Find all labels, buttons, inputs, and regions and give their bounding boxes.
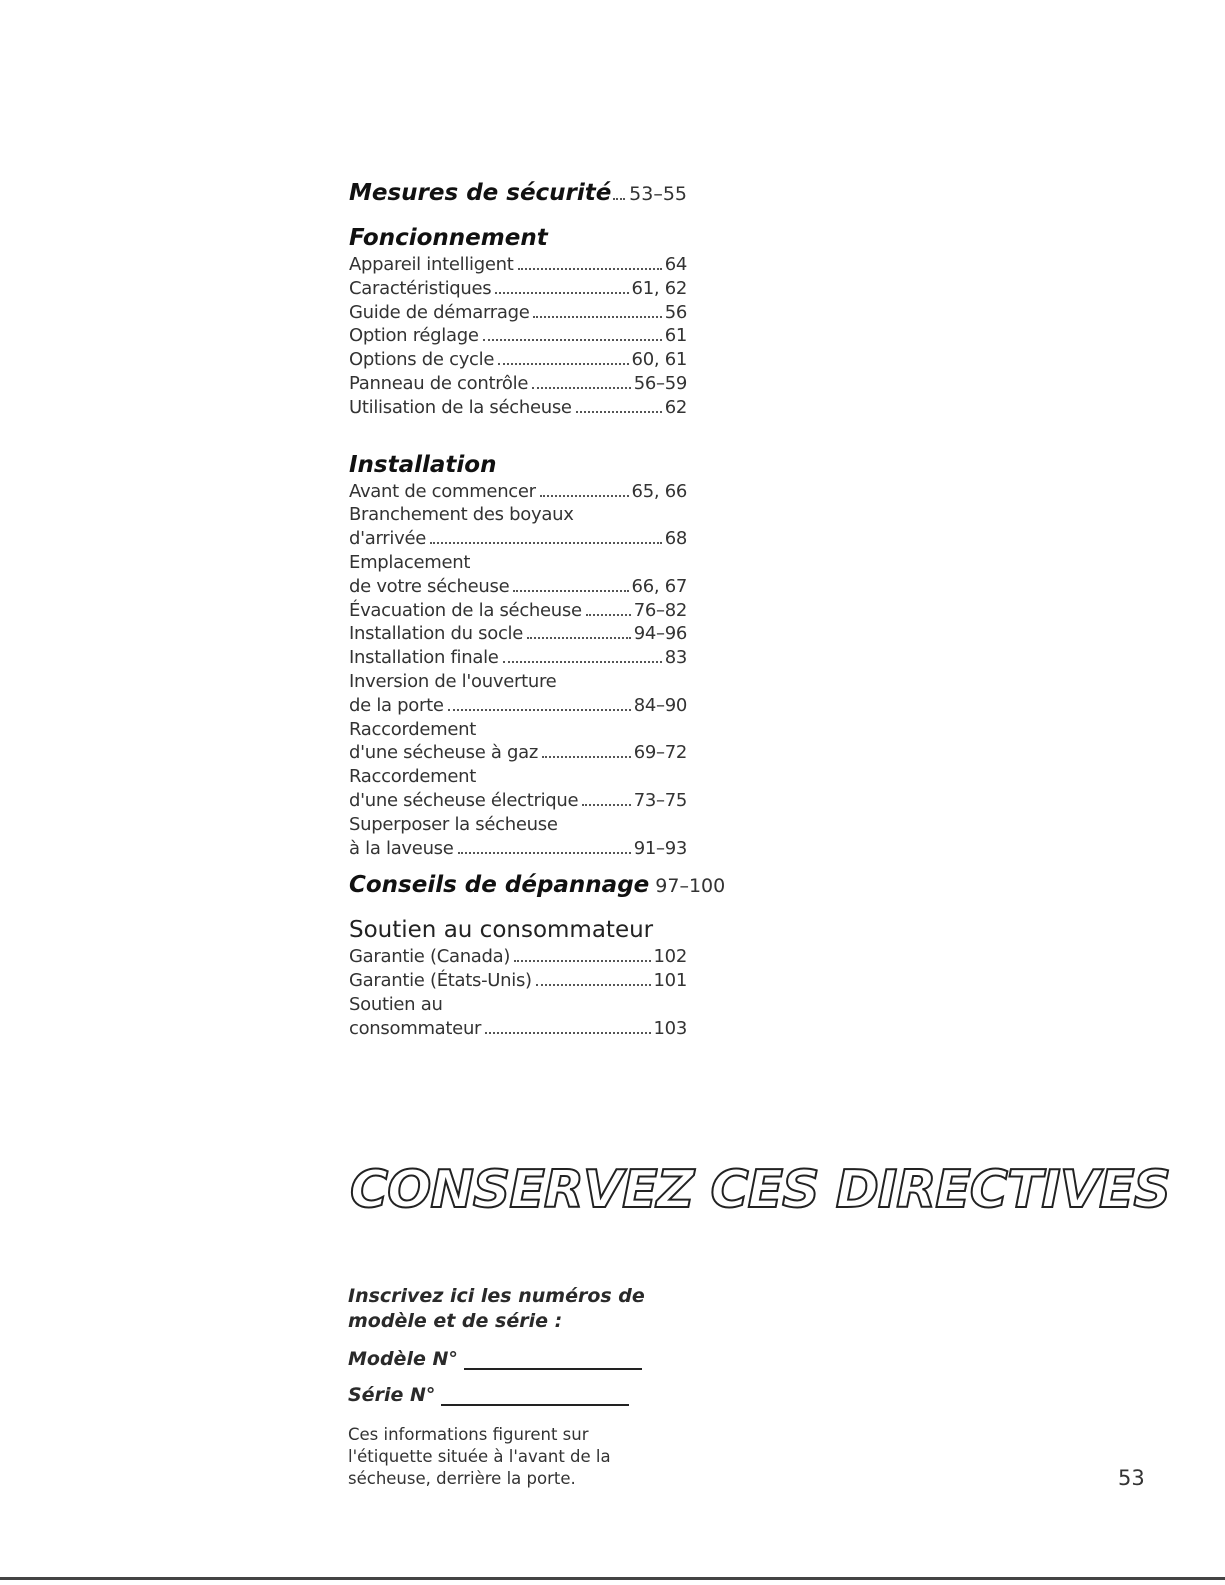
- entry-label: d'une sécheuse électrique: [349, 789, 579, 811]
- toc-entry[interactable]: [349, 646, 687, 670]
- dot-leader: [495, 292, 628, 294]
- model-number-blank[interactable]: [464, 1350, 642, 1370]
- page-ref: 69–72: [633, 742, 687, 764]
- entry-label-line: Superposer la sécheuse: [349, 813, 558, 835]
- record-intro: Inscrivez ici les numéros de modèle et de série :: [348, 1285, 645, 1332]
- page-ref: 60, 61: [631, 349, 687, 371]
- serial-number-label: Série N°: [348, 1384, 436, 1406]
- page-ref: 76–82: [633, 599, 687, 621]
- page-ref: 56–59: [633, 372, 687, 394]
- toc-entry[interactable]: [349, 945, 687, 969]
- entry-label: de la porte: [349, 694, 444, 716]
- entry-label: Options de cycle: [349, 349, 495, 371]
- dot-leader: [533, 316, 661, 318]
- page-ref: 56: [664, 301, 687, 323]
- dot-leader: [536, 984, 651, 986]
- page-ref: 53–55: [629, 183, 687, 205]
- toc-section-troubleshooting[interactable]: [349, 870, 726, 901]
- entry-label-line: Emplacement: [349, 551, 471, 573]
- page-ref: 103: [653, 1017, 687, 1039]
- bottom-rule: [0, 1577, 1225, 1580]
- dot-leader: [514, 960, 650, 962]
- serial-number-field[interactable]: [348, 1384, 648, 1406]
- dot-leader: [498, 363, 628, 365]
- entry-label: à la laveuse: [349, 837, 454, 859]
- toc-section-installation-title: Installation: [349, 451, 497, 478]
- dot-leader: [430, 542, 662, 544]
- entry-label: Avant de commencer: [349, 480, 536, 502]
- entry-label: Garantie (Canada): [349, 946, 511, 968]
- entry-label: consommateur: [349, 1017, 482, 1039]
- page-ref: 83: [664, 647, 687, 669]
- table-of-contents: [349, 178, 726, 1041]
- entry-label: Caractéristiques: [349, 277, 492, 299]
- page-ref: 73–75: [633, 789, 687, 811]
- entry-label: Panneau de contrôle: [349, 372, 529, 394]
- toc-entry[interactable]: [349, 789, 687, 813]
- page-ref: 61, 62: [631, 277, 687, 299]
- page-ref: 102: [653, 946, 687, 968]
- entry-label: Installation du socle: [349, 623, 524, 645]
- entry-label-line: Raccordement: [349, 766, 477, 788]
- page-ref: 94–96: [633, 623, 687, 645]
- toc-entry[interactable]: [349, 396, 687, 420]
- dot-leader: [448, 709, 631, 711]
- toc-entry[interactable]: [349, 741, 687, 765]
- page-ref: 61: [664, 325, 687, 347]
- model-serial-record: [348, 1284, 648, 1490]
- dot-leader: [503, 661, 662, 663]
- toc-entry[interactable]: [349, 969, 687, 993]
- toc-entry[interactable]: [349, 599, 687, 623]
- toc-entry[interactable]: [349, 372, 687, 396]
- save-instructions-banner: CONSERVEZ CES DIRECTIVES: [350, 1160, 1170, 1220]
- entry-label: Garantie (États-Unis): [349, 970, 532, 992]
- toc-section-support-title: Soutien au consommateur: [349, 917, 654, 944]
- page-ref: 84–90: [633, 694, 687, 716]
- toc-section-safety[interactable]: [349, 178, 687, 209]
- toc-entry[interactable]: [349, 324, 687, 348]
- dot-leader: [458, 852, 631, 854]
- page-ref: 101: [653, 970, 687, 992]
- entry-label: Option réglage: [349, 325, 479, 347]
- dot-leader: [513, 590, 628, 592]
- dot-leader: [485, 1032, 650, 1034]
- entry-label: d'une sécheuse à gaz: [349, 742, 539, 764]
- dot-leader: [518, 268, 662, 270]
- toc-entry[interactable]: [349, 622, 687, 646]
- dot-leader: [527, 637, 631, 639]
- model-number-label: Modèle N°: [348, 1348, 458, 1370]
- section-title: Mesures de sécurité: [349, 180, 612, 206]
- entry-label-line: Soutien au: [349, 993, 443, 1015]
- toc-section-operation-title: Foncionnement: [349, 225, 548, 251]
- page-number: 53: [1118, 1466, 1145, 1490]
- toc-entry[interactable]: [349, 480, 687, 504]
- toc-entry[interactable]: [349, 575, 687, 599]
- entry-label: Évacuation de la sécheuse: [349, 599, 582, 621]
- entry-label-line: Raccordement: [349, 718, 477, 740]
- toc-entry[interactable]: [349, 277, 687, 301]
- toc-entry[interactable]: [349, 301, 687, 325]
- entry-label-line: Branchement des boyaux: [349, 504, 574, 526]
- dot-leader: [586, 614, 631, 616]
- toc-entry[interactable]: [349, 694, 687, 718]
- toc-entry[interactable]: [349, 253, 687, 277]
- page-ref: 68: [664, 528, 687, 550]
- dot-leader: [582, 804, 630, 806]
- page-ref: 62: [664, 396, 687, 418]
- entry-label: de votre sécheuse: [349, 575, 510, 597]
- page-ref: 64: [664, 254, 687, 275]
- dot-leader: [542, 756, 631, 758]
- toc-entry[interactable]: [349, 348, 687, 372]
- page-ref: 66, 67: [631, 575, 687, 597]
- dot-leader: [576, 411, 662, 413]
- entry-label: Appareil intelligent: [349, 254, 514, 275]
- toc-entry[interactable]: [349, 837, 687, 861]
- entry-label: d'arrivée: [349, 528, 426, 550]
- page-ref: 65, 66: [631, 480, 687, 502]
- page-ref: 91–93: [633, 837, 687, 859]
- entry-label-line: Inversion de l'ouverture: [349, 670, 557, 692]
- section-title: Conseils de dépannage: [349, 872, 650, 899]
- page-ref: 97–100: [655, 875, 726, 898]
- dot-leader: [540, 495, 629, 497]
- toc-entry[interactable]: [349, 1017, 687, 1041]
- dot-leader: [483, 339, 662, 341]
- toc-entry[interactable]: [349, 527, 687, 551]
- serial-number-blank[interactable]: [441, 1386, 629, 1406]
- dot-leader: [613, 198, 625, 200]
- entry-label: Utilisation de la sécheuse: [349, 396, 572, 418]
- entry-label: Guide de démarrage: [349, 301, 530, 323]
- record-note: Ces informations figurent sur l'étiquette située à l'avant de la sécheuse, derrière la porte.: [348, 1425, 611, 1488]
- dot-leader: [532, 387, 631, 389]
- entry-label: Installation finale: [349, 647, 499, 669]
- model-number-field[interactable]: [348, 1348, 648, 1370]
